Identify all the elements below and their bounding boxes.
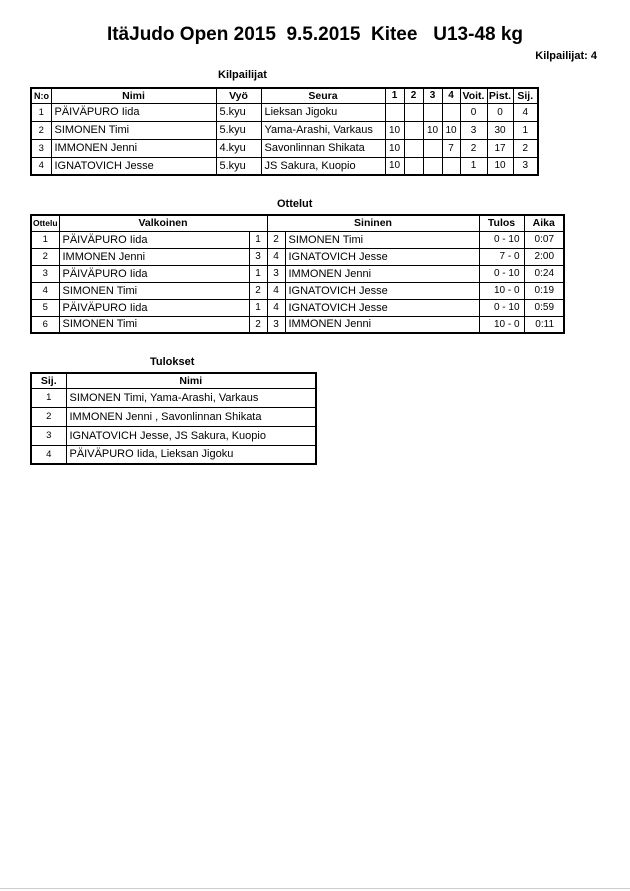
cell-sininen-num: 4 [267, 282, 285, 299]
col-header-nimi: Nimi [51, 88, 216, 103]
cell-score-2 [404, 121, 423, 139]
tulokset-table [30, 372, 317, 465]
cell-nimi: IMMONEN Jenni [51, 139, 216, 157]
cell-no: 2 [31, 121, 51, 139]
cell-ottelu: 6 [31, 316, 59, 333]
cell-vyo: 5.kyu [216, 103, 261, 121]
cell-valkoinen: PÄIVÄPURO Iida [59, 265, 249, 282]
table-row [31, 316, 564, 333]
cell-seura: Savonlinnan Shikata [261, 139, 385, 157]
cell-valkoinen-num: 2 [249, 316, 267, 333]
kilpailijat-table [30, 87, 539, 176]
ottelut-section-title: Ottelut [277, 198, 313, 210]
competitors-count: Kilpailijat: 4 [535, 50, 597, 62]
kilpailijat-section-title: Kilpailijat [218, 69, 267, 81]
cell-sininen: IGNATOVICH Jesse [285, 282, 479, 299]
cell-valkoinen-num: 1 [249, 265, 267, 282]
table-row [31, 445, 316, 464]
cell-nimi: PÄIVÄPURO Iida [51, 103, 216, 121]
col-header-sij: Sij. [31, 373, 66, 388]
cell-tulos: 0 - 10 [479, 299, 524, 316]
cell-aika: 2:00 [524, 248, 564, 265]
cell-aika: 0:11 [524, 316, 564, 333]
col-header-pist: Pist. [488, 89, 512, 102]
col-header-sininen: Sininen [267, 215, 479, 231]
cell-no: 4 [31, 157, 51, 175]
table-row [31, 282, 564, 299]
cell-valkoinen: SIMONEN Timi [59, 316, 249, 333]
cell-sininen: SIMONEN Timi [285, 231, 479, 248]
table-row [31, 121, 538, 139]
cell-sininen: IMMONEN Jenni [285, 316, 479, 333]
cell-sij: 4 [513, 103, 538, 121]
cell-sij: 3 [31, 426, 66, 445]
cell-score-3 [423, 139, 442, 157]
col-header-seura: Seura [261, 88, 385, 103]
cell-sininen: IGNATOVICH Jesse [285, 248, 479, 265]
table-row [31, 103, 538, 121]
cell-voit: 0 [460, 103, 487, 121]
table-row [31, 157, 538, 175]
cell-valkoinen-num: 2 [249, 282, 267, 299]
cell-vyo: 4.kyu [216, 139, 261, 157]
cell-valkoinen: IMMONEN Jenni [59, 248, 249, 265]
table-row [31, 407, 316, 426]
cell-no: 3 [31, 139, 51, 157]
cell-score-4 [442, 103, 460, 121]
table-row [31, 248, 564, 265]
col-header-aika: Aika [524, 215, 564, 231]
cell-nimi: IGNATOVICH Jesse, JS Sakura, Kuopio [66, 426, 316, 445]
cell-valkoinen: PÄIVÄPURO Iida [59, 231, 249, 248]
cell-score-2 [404, 139, 423, 157]
cell-score-1 [385, 103, 404, 121]
cell-score-1: 10 [385, 121, 404, 139]
cell-tulos: 0 - 10 [479, 231, 524, 248]
cell-tulos: 10 - 0 [479, 316, 524, 333]
cell-nimi: IMMONEN Jenni , Savonlinnan Shikata [66, 407, 316, 426]
cell-aika: 0:59 [524, 299, 564, 316]
col-header-2: 2 [404, 88, 423, 103]
ottelut-header-row [31, 215, 564, 231]
cell-voit: 3 [460, 121, 487, 139]
kilpailijat-header-row [31, 88, 538, 103]
cell-score-4: 10 [442, 121, 460, 139]
col-header-1: 1 [385, 88, 404, 103]
cell-vyo: 5.kyu [216, 121, 261, 139]
cell-voit: 1 [460, 157, 487, 175]
cell-nimi: SIMONEN Timi, Yama-Arashi, Varkaus [66, 388, 316, 407]
cell-sij: 2 [513, 139, 538, 157]
cell-sininen-num: 3 [267, 316, 285, 333]
cell-seura: Lieksan Jigoku [261, 103, 385, 121]
cell-aika: 0:07 [524, 231, 564, 248]
cell-valkoinen: SIMONEN Timi [59, 282, 249, 299]
cell-sininen: IGNATOVICH Jesse [285, 299, 479, 316]
cell-sij: 3 [513, 157, 538, 175]
cell-valkoinen: PÄIVÄPURO Iida [59, 299, 249, 316]
cell-sininen: IMMONEN Jenni [285, 265, 479, 282]
cell-aika: 0:24 [524, 265, 564, 282]
cell-valkoinen-num: 1 [249, 231, 267, 248]
table-row [31, 388, 316, 407]
cell-score-3 [423, 103, 442, 121]
cell-ottelu: 3 [31, 265, 59, 282]
cell-valkoinen-num: 1 [249, 299, 267, 316]
cell-sininen-num: 2 [267, 231, 285, 248]
table-row [31, 426, 316, 445]
cell-ottelu: 4 [31, 282, 59, 299]
cell-sininen-num: 4 [267, 299, 285, 316]
table-row [31, 265, 564, 282]
col-header-nimi: Nimi [66, 373, 316, 388]
col-header-vyo: Vyö [216, 88, 261, 103]
col-header-no: N:o [31, 88, 51, 103]
col-header-sij: Sij. [513, 88, 538, 103]
ottelut-table [30, 214, 565, 334]
cell-valkoinen-num: 3 [249, 248, 267, 265]
cell-ottelu: 5 [31, 299, 59, 316]
table-row [31, 299, 564, 316]
cell-seura: Yama-Arashi, Varkaus [261, 121, 385, 139]
cell-sij: 1 [31, 388, 66, 407]
cell-score-3 [423, 157, 442, 175]
cell-score-1: 10 [385, 139, 404, 157]
cell-score-4 [442, 157, 460, 175]
cell-pist: 10 [487, 157, 513, 175]
table-row [31, 139, 538, 157]
cell-no: 1 [31, 103, 51, 121]
cell-tulos: 0 - 10 [479, 265, 524, 282]
cell-sij: 2 [31, 407, 66, 426]
col-header-valkoinen: Valkoinen [59, 215, 267, 231]
cell-tulos: 7 - 0 [479, 248, 524, 265]
cell-vyo: 5.kyu [216, 157, 261, 175]
cell-tulos: 10 - 0 [479, 282, 524, 299]
cell-sij: 1 [513, 121, 538, 139]
page-title: ItäJudo Open 2015 9.5.2015 Kitee U13-48 kg [106, 24, 524, 45]
cell-nimi: SIMONEN Timi [51, 121, 216, 139]
cell-pist: 0 [487, 103, 513, 121]
col-header-tulos: Tulos [479, 215, 524, 231]
cell-score-2 [404, 157, 423, 175]
cell-seura: JS Sakura, Kuopio [261, 157, 385, 175]
tulokset-section-title: Tulokset [150, 356, 195, 368]
cell-aika: 0:19 [524, 282, 564, 299]
cell-ottelu: 1 [31, 231, 59, 248]
table-row [31, 231, 564, 248]
tulokset-header-row [31, 373, 316, 388]
cell-voit: 2 [460, 139, 487, 157]
cell-sininen-num: 3 [267, 265, 285, 282]
col-header-3: 3 [423, 88, 442, 103]
col-header-4: 4 [442, 88, 460, 103]
col-header-voit: Voit. [460, 88, 487, 103]
cell-nimi: IGNATOVICH Jesse [51, 157, 216, 175]
cell-score-4: 7 [442, 139, 460, 157]
cell-pist: 17 [487, 139, 513, 157]
cell-ottelu: 2 [31, 248, 59, 265]
cell-nimi: PÄIVÄPURO Iida, Lieksan Jigoku [66, 445, 316, 464]
page-bottom-edge [0, 888, 630, 889]
cell-sininen-num: 4 [267, 248, 285, 265]
cell-sij: 4 [31, 445, 66, 464]
cell-score-2 [404, 103, 423, 121]
cell-pist: 30 [487, 121, 513, 139]
cell-score-3: 10 [423, 121, 442, 139]
col-header-ottelu: Ottelu [31, 215, 59, 231]
cell-score-1: 10 [385, 157, 404, 175]
